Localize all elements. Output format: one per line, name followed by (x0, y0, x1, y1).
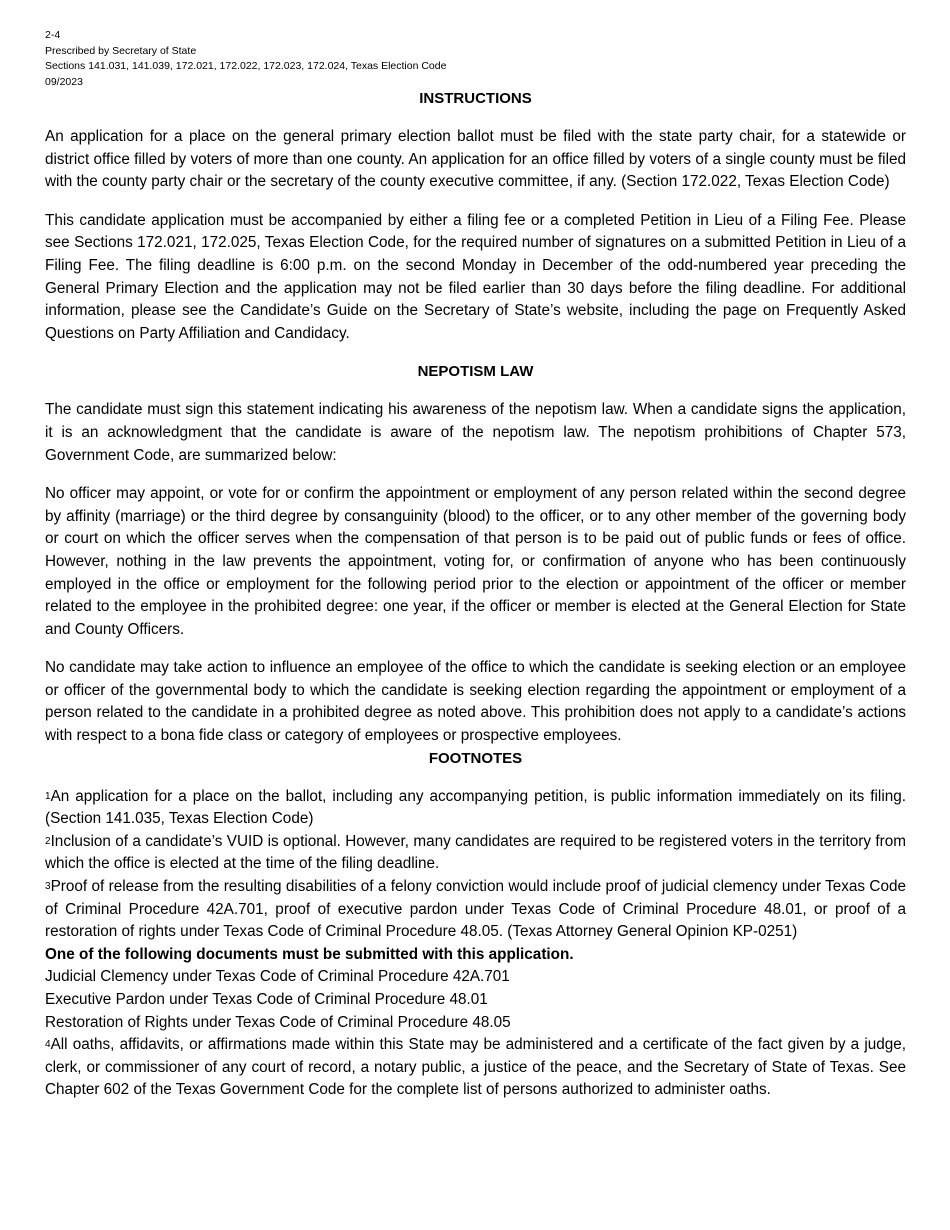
footnotes-heading: FOOTNOTES (428, 749, 523, 767)
footnote-mark: 4 (45, 1039, 51, 1051)
instructions-paragraph: This candidate application must be accompanied by either a filing fee or a completed Petition in Lieu of a Filing Fee. Please see Sections 172.021, 172.025, Texas Election Code, for the required number of signatures on a submitted Petition in Lieu of a Filing Fee. The filing deadline is 6:00 p.m. on the second Monday in December of the odd-numbered year preceding the General Primary Election and the application may not be filed earlier than 30 days before the filing deadline. For additional information, please see the Candidate’s Guide on the Secretary of State’s website, including the page on Frequently Asked Questions on Party Affiliation and Candidacy. (45, 211, 906, 342)
statute-sections: Sections 141.031, 141.039, 172.021, 172.022, 172.023, 172.024, Texas Election Code (45, 60, 447, 72)
prescribed-by: Prescribed by Secretary of State (45, 44, 197, 57)
footnote-mark: 2 (45, 835, 51, 847)
footnote-mark: 1 (45, 790, 51, 802)
footnote-3 (45, 876, 906, 944)
footnote-text: Inclusion of a candidate’s VUID is optional. However, many candidates are required to be registered voters in the territory from which the office is elected at the time of the filing deadline. (45, 832, 906, 873)
required-document-item: Judicial Clemency under Texas Code of Criminal Procedure 42A.701 (45, 968, 510, 986)
nepotism-paragraph: No officer may appoint, or vote for or confirm the appointment or employment of any person related within the second degree by affinity (marriage) or the third degree by consanguinity (blood) to the officer, or to any other member of the governing body or court on which the officer serves when the compensation of that person is to be paid out of public funds or fees of office. However, nothing in the law prevents the appointment, voting for, or confirmation of anyone who has been continuously employed in the office or employment for the following period prior to the election or appointment of the officer or member related to the employee in the prohibited degree: one year, if the officer or member is elected at the General Election for State and County Officers. (45, 485, 906, 638)
footnote-1 (45, 786, 906, 831)
footnote-text: All oaths, affidavits, or affirmations made within this State may be administered and a certificate of the fact given by a judge, clerk, or commissioner of any court of record, a notary public, a justice of the peace, and the Secretary of State of Texas. See Chapter 602 of the Texas Government Code for the complete list of persons authorized to administer oaths. (45, 1036, 906, 1099)
required-documents-heading: One of the following documents must be submitted with this application. (45, 945, 574, 963)
form-header (45, 28, 906, 90)
nepotism-paragraph: No candidate may take action to influence an employee of the office to which the candidate is seeking election or an employee or officer of the governmental body to which the candidate is seeking election regarding the appointment or employment of a person related to the candidate in a prohibited degree as noted above. This prohibition does not apply to a candidate’s actions with respect to a bona fide class or category of employees or prospective employees. (45, 659, 906, 745)
footnote-4 (45, 1034, 906, 1102)
footnote-2 (45, 831, 906, 876)
required-document-item: Executive Pardon under Texas Code of Criminal Procedure 48.01 (45, 991, 488, 1008)
form-number: 2-4 (45, 29, 61, 41)
nepotism-heading: NEPOTISM LAW (417, 363, 534, 381)
footnote-text: Proof of release from the resulting disabilities of a felony conviction would include proof of judicial clemency under Texas Code of Criminal Procedure 42A.701, proof of executive pardon under Texas Code of Criminal Procedure 48.01, or proof of a restoration of rights under Texas Code of Criminal Procedure 48.05. (Texas Attorney General Opinion KP-0251) (45, 878, 906, 941)
instructions-heading: INSTRUCTIONS (419, 90, 532, 107)
nepotism-paragraph: The candidate must sign this statement indicating his awareness of the nepotism law. When a candidate signs the application, it is an acknowledgment that the candidate is aware of the nepotism law. The nepotism prohibitions of Chapter 573, Government Code, are summarized below: (45, 401, 906, 464)
footnote-text: An application for a place on the ballot, including any accompanying petition, is public information immediately on its filing. (Section 141.035, Texas Election Code) (45, 787, 906, 828)
footnote-mark: 3 (45, 881, 51, 893)
required-document-item: Restoration of Rights under Texas Code of Criminal Procedure 48.05 (45, 1013, 511, 1031)
form-date: 09/2023 (45, 75, 83, 88)
instructions-paragraph: An application for a place on the general primary election ballot must be filed with the state party chair, for a statewide or district office filled by voters of more than one county. An application for an office filled by voters of a single county must be filed with the county party chair or the secretary of the county executive committee, if any. (Section 172.022, Texas Election Code) (45, 128, 906, 191)
document-page (45, 28, 906, 1102)
